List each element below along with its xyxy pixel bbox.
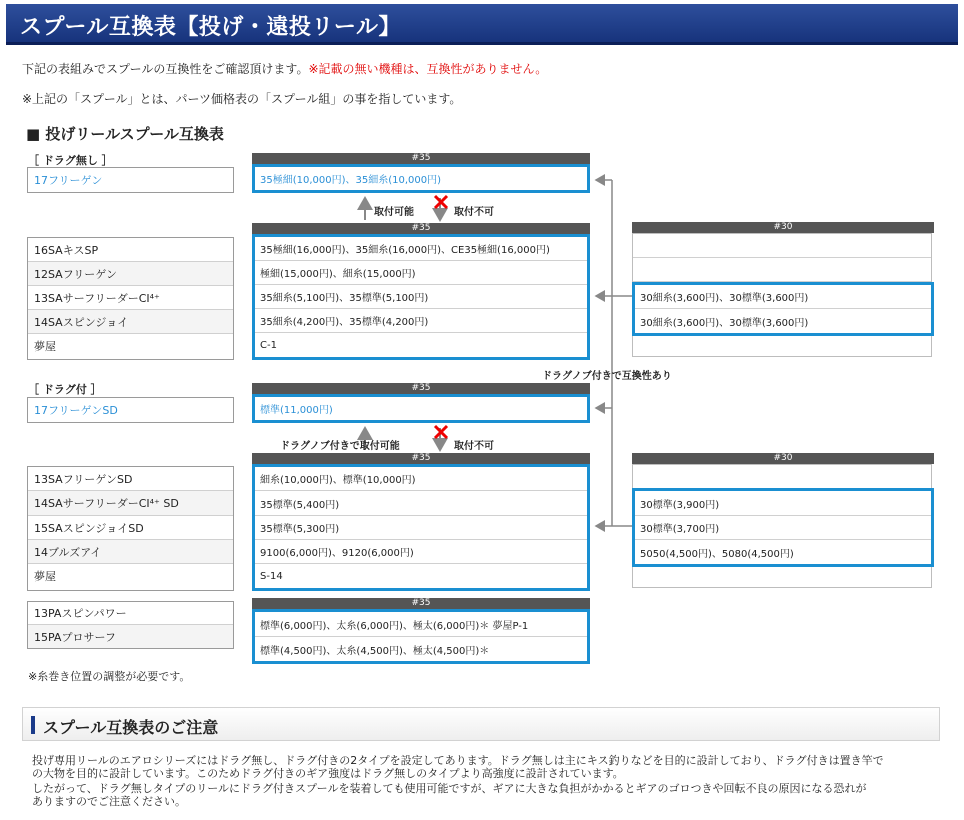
spool-row: 35細糸(5,100円)、35標準(5,100円) (255, 285, 587, 309)
spool-row[interactable]: 35極細(10,000円)、35細糸(10,000円) (260, 175, 442, 186)
model-row: 12SAフリーゲン (28, 262, 233, 286)
model-row: 16SAキスSP (28, 238, 233, 262)
spool-row: 標準(6,000円)、太糸(6,000円)、極太(6,000円)＊ 夢屋P-1 (255, 612, 587, 637)
bar-35: #35 (252, 383, 590, 394)
footnote: ※糸巻き位置の調整が必要です。 (28, 670, 191, 683)
spool-row: 極細(15,000円)、細糸(15,000円) (255, 261, 587, 285)
notice-line-1: 投げ専用リールのエアロシリーズにはドラグ無し、ドラグ付きの2タイプを設定してあります。ドラグ無しは主にキス釣りなどを目的に設計しており、ドラグ付きは置き竿で (32, 754, 884, 767)
notice-accent (31, 716, 35, 734)
spool-row: 30細糸(3,600円)、30標準(3,600円) (640, 317, 809, 329)
annotation-drag-knob-attach: ドラグノブ付きで取付可能 (280, 441, 400, 452)
model-row: 14SAサーフリーダーCI⁴⁺ SD (28, 491, 233, 516)
bar-35: #35 (252, 453, 590, 464)
bar-35: #35 (252, 153, 590, 164)
notice-title: スプール互換表のご注意 (43, 718, 219, 737)
spool-row: 30標準(3,900円) (635, 491, 931, 516)
spool-row: 標準(4,500円)、太糸(4,500円)、極太(4,500円)＊ (260, 645, 490, 657)
group-label-drag-none: ［ ドラグ無し ］ (28, 154, 113, 167)
bar-30: #30 (632, 222, 934, 233)
model-row: 13PAスピンパワー (28, 602, 233, 625)
intro-warning: ※記載の無い機種は、互換性がありません。 (308, 62, 548, 76)
annotation-attach-ok: 取付可能 (374, 207, 414, 218)
group-label-drag-with: ［ ドラグ付 ］ (28, 383, 102, 396)
bar-35: #35 (252, 598, 590, 609)
bar-35: #35 (252, 223, 590, 234)
spool-row[interactable]: 標準(11,000円) (260, 405, 333, 416)
spool-row: 35標準(5,400円) (255, 491, 587, 516)
annotation-attach-ng: 取付不可 (454, 207, 494, 218)
section-title: ■ 投げリールスプール互換表 (26, 125, 224, 143)
spool-row: 35極細(16,000円)、35細糸(16,000円)、CE35極細(16,000円) (255, 237, 587, 261)
intro-line-2: ※上記の「スプール」とは、パーツ価格表の「スプール組」の事を指しています。 (22, 92, 462, 106)
spool-row: 35細糸(4,200円)、35標準(4,200円) (255, 309, 587, 333)
model-row: 夢屋 (34, 570, 56, 583)
model-row: 15PAプロサーフ (28, 625, 233, 648)
spool-row: 5050(4,500円)、5080(4,500円) (640, 548, 794, 560)
notice-line-4: ありますのでご注意ください。 (32, 795, 186, 808)
page-title: スプール互換表【投げ・遠投リール】 (20, 15, 401, 40)
annotation-attach-ng-2: 取付不可 (454, 441, 494, 452)
annotation-drag-knob-compat: ドラグノブ付きで互換性あり (542, 371, 672, 382)
spool-row: 35標準(5,300円) (255, 516, 587, 540)
model-row: 13SAサーフリーダーCI⁴⁺ (28, 286, 233, 310)
model-row: 13SAフリーゲンSD (28, 467, 233, 491)
notice-line-3: したがって、ドラグ無しタイプのリールにドラグ付きスプールを装着しても使用可能ですが、ギアに大きな負担がかかるとギアのゴロつきや回転不良の原因になる恐れが (32, 782, 867, 795)
bar-30: #30 (632, 453, 934, 464)
spool-row: S-14 (260, 570, 283, 582)
model-17-freegen[interactable]: 17フリーゲン (28, 168, 233, 192)
spool-row: 30標準(3,700円) (635, 516, 931, 540)
model-row: 15SAスピンジョイSD (28, 516, 233, 540)
notice-line-2: の大物を目的に設計しています。このためドラグ付きのギア強度はドラグ無しのタイプより高強度に設計されています。 (32, 767, 624, 780)
spool-row: 9100(6,000円)、9120(6,000円) (255, 540, 587, 564)
notice-header (22, 707, 940, 741)
spool-row: 細糸(10,000円)、標準(10,000円) (255, 467, 587, 491)
spool-row: 30細糸(3,600円)、30標準(3,600円) (635, 285, 931, 309)
model-row: 14ブルズアイ (28, 540, 233, 564)
spool-row: C-1 (260, 339, 277, 351)
intro-text: 下記の表組みでスプールの互換性をご確認頂けます。 (22, 62, 309, 76)
model-17-freegen-sd[interactable]: 17フリーゲンSD (28, 398, 233, 422)
model-row: 14SAスピンジョイ (28, 310, 233, 334)
model-row: 夢屋 (34, 340, 56, 353)
